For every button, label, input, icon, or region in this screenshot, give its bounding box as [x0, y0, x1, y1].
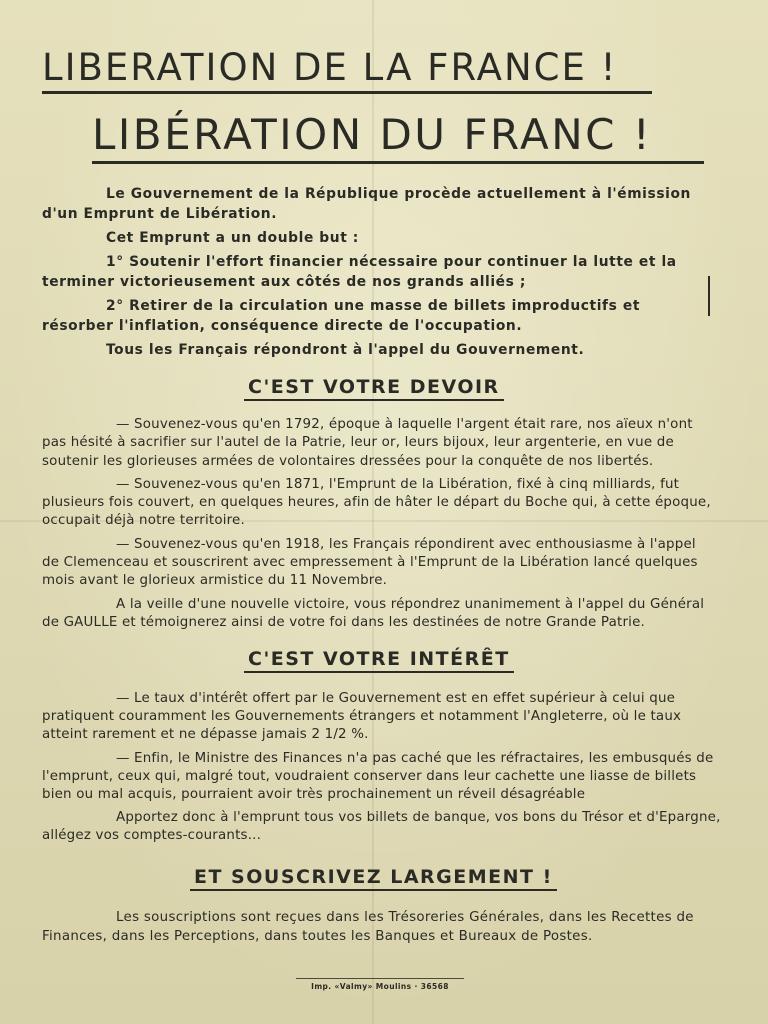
section-interet-body: [42, 690, 722, 851]
body-paragraph: — Enfin, le Ministre des Finances n'a pas caché que les réfractaires, les embusqués de l'emprunt, ceux qui, malgré tout, voudraient conserver dans leur cachette une liasse de billets bien ou mal acquis, pourraient avoir très prochainement un réveil désagréable: [42, 750, 714, 803]
body-paragraph: — Le taux d'intérêt offert par le Gouvernement est en effet supérieur à celui que pratiquent couramment les Gouvernements étrangers et notamment l'Angleterre, où le taux atteint rarement et ne dépasse jamais 2 1/2 %.: [42, 691, 682, 743]
intro-paragraph: Le Gouvernement de la République procède actuellement à l'émission d'un Emprunt de Libération.: [42, 186, 691, 222]
body-paragraph: Les souscriptions sont reçues dans les Trésoreries Générales, dans les Recettes de Finances, dans les Perceptions, dans toutes les Banques et Bureaux de Postes.: [42, 910, 694, 944]
body-paragraph: — Souvenez-vous qu'en 1792, époque à laquelle l'argent était rare, nos aïeux n'ont pas hésité à sacrifier sur l'autel de la Patrie, leur or, leurs bijoux, leur argenterie, en vue de soutenir les glorieuses armées de volontaires dressées pour la conquête de nos libertés.: [42, 417, 693, 469]
body-paragraph: — Souvenez-vous qu'en 1871, l'Emprunt de la Libération, fixé à cinq milliards, fut plusieurs fois couvert, en quelques heures, afin de hâter le départ du Boche qui, à cette époque, occupait déjà notre territoire.: [42, 476, 711, 529]
title-line-1: LIBERATION DE LA FRANCE !: [42, 46, 652, 94]
section-heading-interet: C'EST VOTRE INTÉRÊT: [244, 648, 514, 673]
section-heading-souscrivez: ET SOUSCRIVEZ LARGEMENT !: [190, 866, 557, 891]
intro-block: [42, 184, 708, 364]
title-line-2: LIBÉRATION DU FRANC !: [92, 110, 704, 164]
intro-paragraph: Cet Emprunt a un double but :: [106, 230, 359, 246]
body-paragraph: Apportez donc à l'emprunt tous vos billets de banque, vos bons du Trésor et d'Epargne, allégez vos comptes-courants...: [42, 810, 721, 844]
intro-paragraph: Tous les Français répondront à l'appel du Gouvernement.: [106, 342, 585, 358]
margin-mark: [708, 276, 710, 316]
section-souscrivez-body: [42, 908, 722, 951]
intro-paragraph: 1° Soutenir l'effort financier nécessaire pour continuer la lutte et la terminer victorieusement aux côtés de nos grands alliés ;: [42, 254, 677, 290]
section-devoir-body: [42, 416, 714, 637]
printer-imprint: Imp. «Valmy» Moulins · 36568: [296, 978, 464, 991]
body-paragraph: A la veille d'une nouvelle victoire, vous répondrez unanimement à l'appel du Général de GAULLE et témoignerez ainsi de votre foi dans les destinées de notre Grande Patrie.: [42, 596, 705, 630]
body-paragraph: — Souvenez-vous qu'en 1918, les Français répondirent avec enthousiasme à l'appel de Clemenceau et souscrirent avec empressement à l'Emprunt de la Libération lancé quelques mois avant le glorieux armistice du 11 Novembre.: [42, 536, 698, 589]
section-heading-devoir: C'EST VOTRE DEVOIR: [244, 376, 504, 401]
intro-paragraph: 2° Retirer de la circulation une masse de billets improductifs et résorber l'inflation, conséquence directe de l'occupation.: [42, 298, 641, 334]
